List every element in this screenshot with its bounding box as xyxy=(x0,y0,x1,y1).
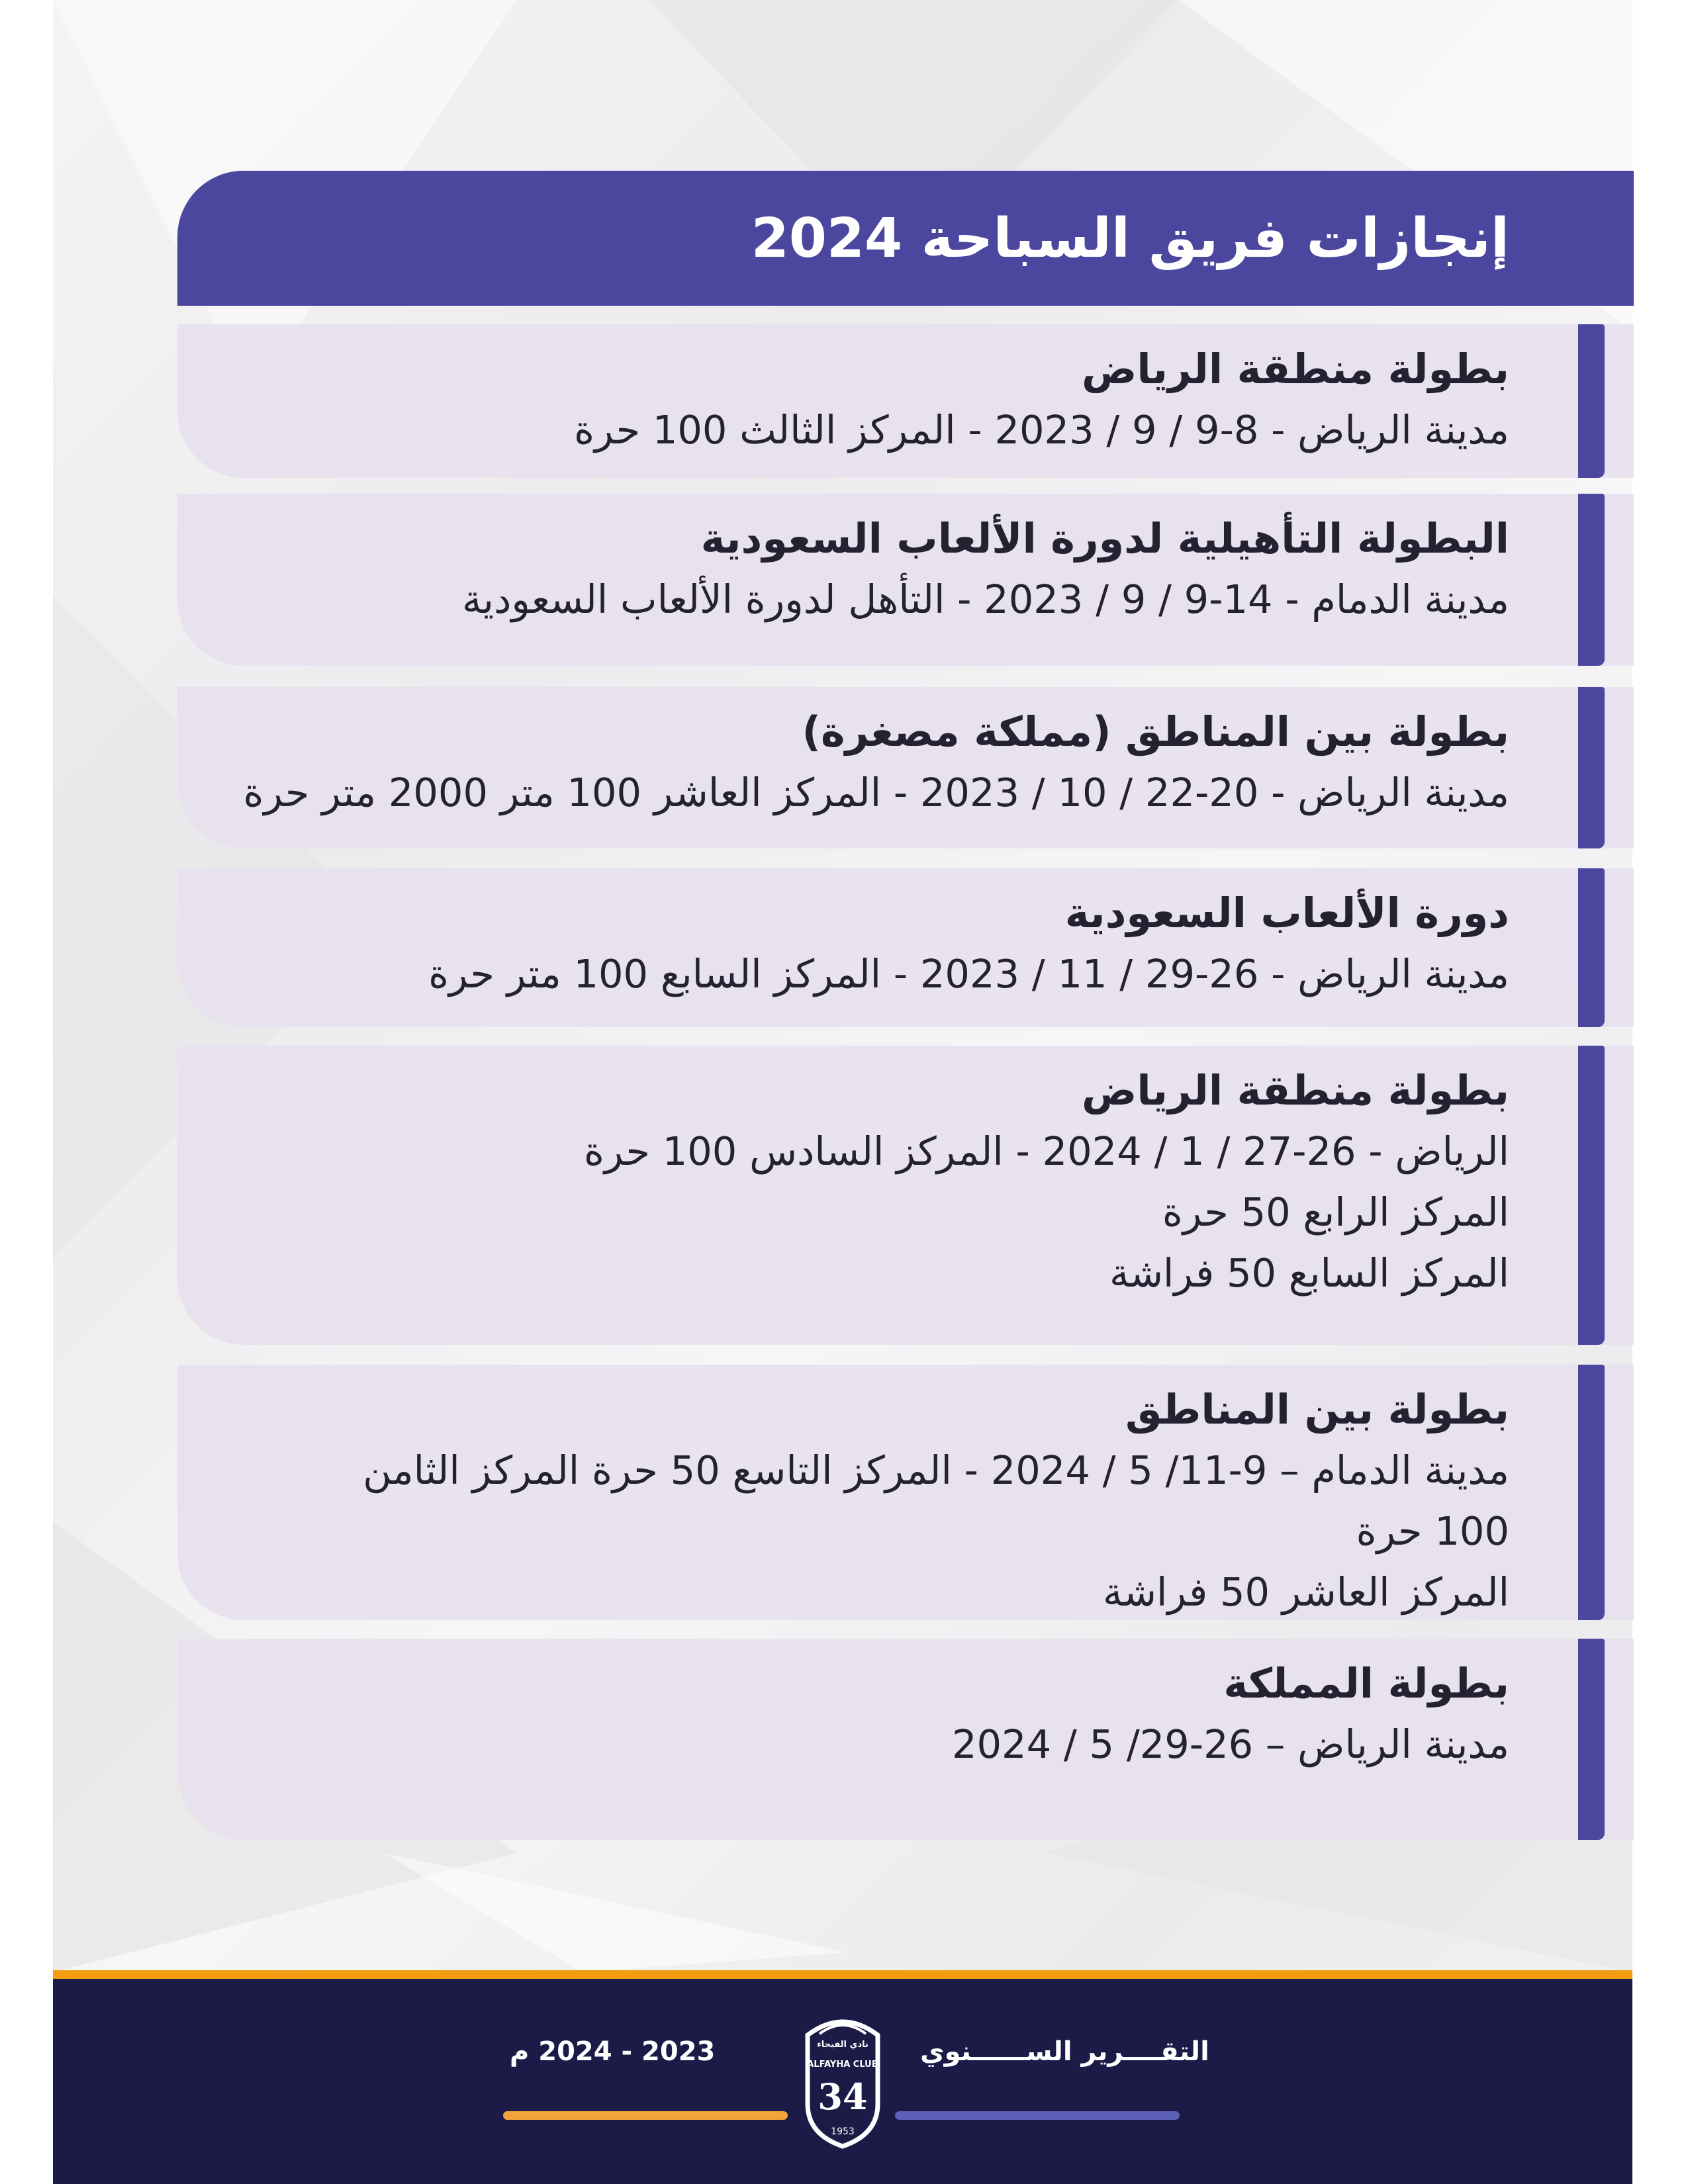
card-title: دورة الألعاب السعودية xyxy=(1064,889,1509,937)
achievement-card xyxy=(177,1046,1634,1345)
card-accent-bar xyxy=(1578,1639,1605,1840)
card-accent-bar xyxy=(1578,494,1605,666)
footer-blue-bar xyxy=(895,2111,1180,2120)
footer xyxy=(53,1970,1632,2184)
card-accent-bar xyxy=(1578,1046,1605,1345)
logo-arabic-name: نادي الفيحاء xyxy=(817,2040,868,2050)
card-detail: الرياض - 26-27 / 1 / 2024 - المركز السادس 100 حرة xyxy=(584,1128,1509,1174)
card-detail: مدينة الرياض - 26-29 / 11 / 2023 - المركز السابع 100 متر حرة xyxy=(428,951,1509,997)
card-title: بطولة بين المناطق xyxy=(1125,1385,1509,1433)
annual-report-label: التقــــرير الســــــنوي xyxy=(920,2036,1209,2067)
card-detail: مدينة الدمام – 9-11/ 5 / 2024 - المركز التاسع 50 حرة المركز الثامن xyxy=(363,1447,1509,1493)
card-detail: المركز السابع 50 فراشة xyxy=(1109,1250,1509,1296)
logo-founded-year: 1953 xyxy=(831,2126,855,2137)
card-title: بطولة المملكة xyxy=(1223,1659,1509,1707)
footer-orange-bar xyxy=(503,2111,788,2120)
achievement-card xyxy=(177,494,1634,666)
card-detail: المركز العاشر 50 فراشة xyxy=(1102,1569,1509,1615)
achievement-card xyxy=(177,1365,1634,1620)
alfayha-club-logo xyxy=(793,2005,892,2150)
logo-latin-name: ALFAYHA CLUB xyxy=(807,2060,878,2070)
card-title: بطولة بين المناطق (مملكة مصغرة) xyxy=(802,707,1509,756)
footer-orange-stripe xyxy=(53,1970,1632,1979)
card-detail: 100 حرة xyxy=(1356,1508,1509,1554)
card-detail: مدينة الرياض - 20-22 / 10 / 2023 - المركز العاشر 100 متر 2000 متر حرة xyxy=(243,770,1509,815)
card-accent-bar xyxy=(1578,1365,1605,1620)
card-accent-bar xyxy=(1578,868,1605,1027)
card-title: البطولة التأهيلية لدورة الألعاب السعودية xyxy=(700,514,1509,563)
page-title: إنجازات فريق السباحة 2024 xyxy=(751,206,1509,270)
card-detail: مدينة الدمام - 14-9 / 9 / 2023 - التأهل لدورة الألعاب السعودية xyxy=(462,576,1509,622)
achievement-card xyxy=(177,324,1634,478)
section-header xyxy=(177,171,1634,306)
card-title: بطولة منطقة الرياض xyxy=(1082,1066,1509,1115)
card-accent-bar xyxy=(1578,324,1605,478)
report-years-label: 2023 - 2024 م xyxy=(510,2036,716,2067)
logo-number: 34 xyxy=(818,2075,868,2118)
card-detail: المركز الرابع 50 حرة xyxy=(1162,1189,1509,1235)
card-detail: مدينة الرياض - 8-9 / 9 / 2023 - المركز الثالث 100 حرة xyxy=(574,407,1509,453)
achievement-card xyxy=(177,868,1634,1027)
card-title: بطولة منطقة الرياض xyxy=(1082,345,1509,393)
achievement-card xyxy=(177,1639,1634,1840)
card-detail: مدينة الرياض – 26-29/ 5 / 2024 xyxy=(951,1721,1509,1767)
card-accent-bar xyxy=(1578,687,1605,848)
achievement-card xyxy=(177,687,1634,848)
